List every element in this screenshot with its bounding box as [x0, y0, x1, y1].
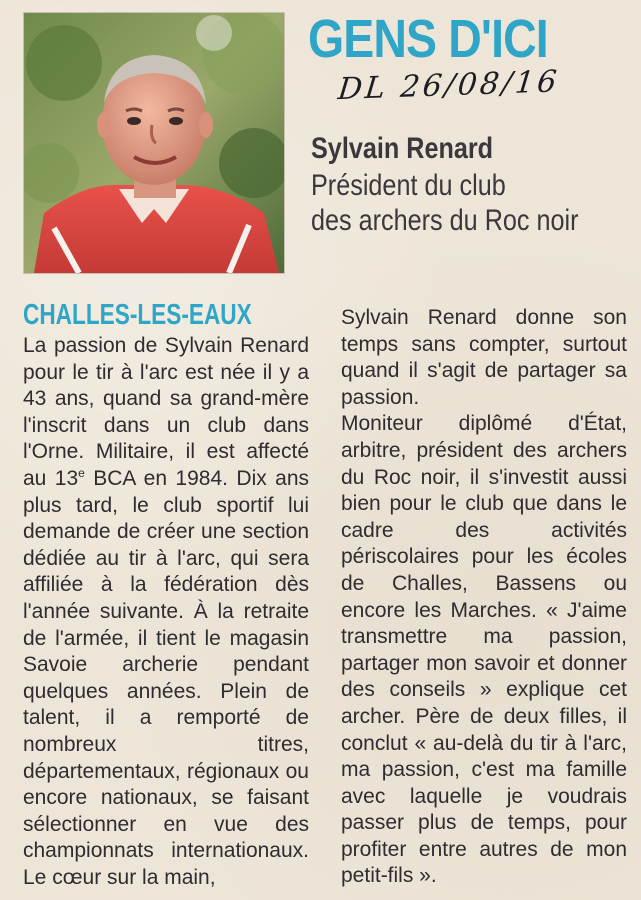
handwritten-date-note: DL 26/08/16 [336, 64, 562, 108]
article-paragraph: Moniteur diplômé d'État, arbitre, président des archers du Roc noir, il s'investit aussi bien pour le club que dans le cadre des activités périscolaires pour les écoles de Challes, Bassens ou encore les Marches. « J'aime transmettre ma passion, partager mon savoir et donner des conseils » explique cet archer. Père de deux filles, il conclut « au-delà du tir à l'arc, ma passion, c'est ma famille avec laquelle je voudrais passer plus de temps, pour profiter entre autres de mon petit-fils ». [341, 412, 627, 888]
person-role-line: Président du club [311, 169, 506, 202]
article-paragraph: Sylvain Renard donne son temps sans compter, surtout quand il s'agit de partager sa passion. [341, 306, 627, 409]
section-kicker: GENS D'ICI [308, 9, 548, 69]
article-text: BCA en 1984. Dix ans plus tard, le club sportif lui demande de créer une section dédiée au tir à l'arc, qui sera affiliée à la fédération dès l'année suivante. À la retraite de l'armée, il tient le magasin Savoie archerie pendant quelques années. Plein de talent, il a remporté de nombreux titres, départementaux, régionaux ou encore nationaux, se faisant sélectionner en vue des championnats internationaux. Le cœur sur la main, [23, 466, 309, 889]
column-divider [323, 298, 324, 878]
article-dateline: CHALLES-LES-EAUX [23, 299, 252, 331]
article-column-right [341, 305, 627, 890]
article-text: La passion de Sylvain Renard pour le tir à l'arc est née il y a 43 ans, quand sa grand-mère l'inscrit dans un club dans l'Orne. Militaire, il est affecté au 13 [23, 334, 309, 490]
person-role [311, 168, 579, 238]
portrait-image [24, 13, 284, 273]
person-role-line: des archers du Roc noir [311, 204, 579, 237]
article-paragraph [23, 333, 309, 891]
ordinal-superscript: e [78, 465, 85, 480]
article-column-left [23, 333, 309, 891]
person-name: Sylvain Renard [311, 132, 494, 165]
portrait-photo [23, 12, 285, 274]
